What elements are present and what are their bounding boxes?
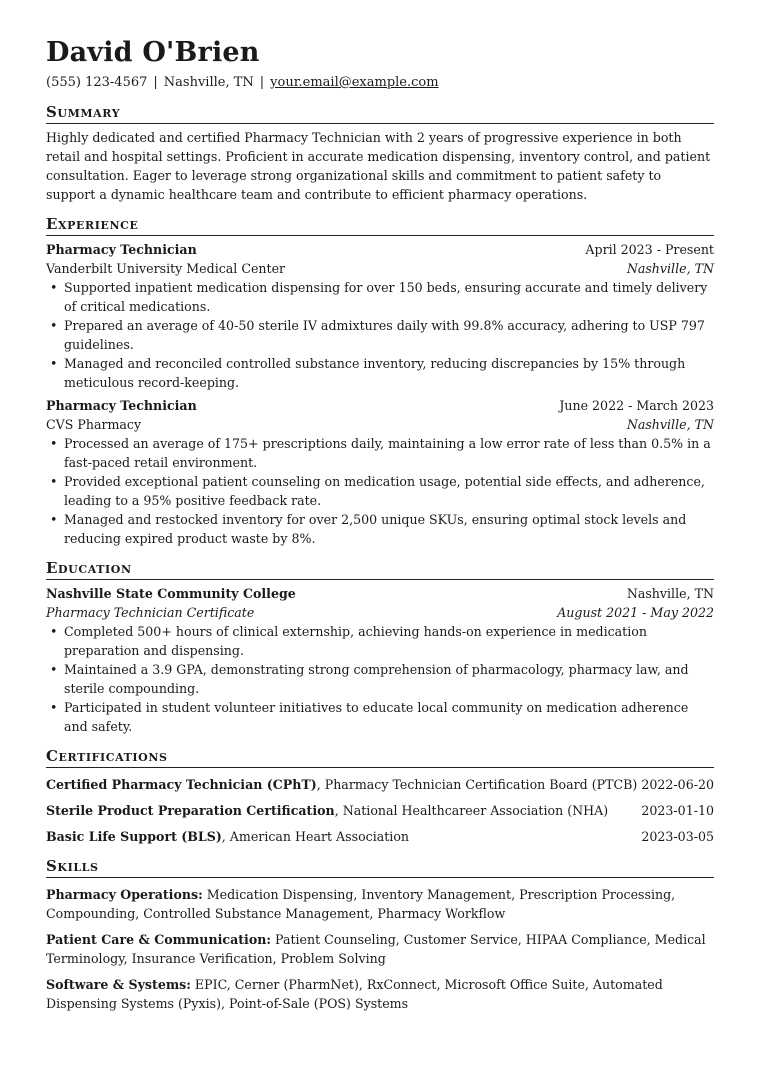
certification-name: Certified Pharmacy Technician (CPhT) xyxy=(46,777,317,792)
job-location: Nashville, TN xyxy=(626,417,714,432)
certification-date: 2023-03-05 xyxy=(641,829,714,844)
skill-group-label: Software & Systems: xyxy=(46,977,191,992)
job-location: Nashville, TN xyxy=(626,261,714,276)
skill-group-label: Patient Care & Communication: xyxy=(46,932,272,947)
employer-name: Vanderbilt University Medical Center xyxy=(46,261,286,276)
certifications-section xyxy=(46,746,714,846)
certification-date: 2023-01-10 xyxy=(641,803,714,818)
bullet-item: • Participated in student volunteer initiatives to educate local community on medication adherence and safety. xyxy=(64,698,714,736)
certification-item xyxy=(46,827,714,846)
bullet-item: • Managed and reconciled controlled substance inventory, reducing discrepancies by 15% through meticulous record-keeping. xyxy=(64,354,714,392)
bullet-item: • Managed and restocked inventory for over 2,500 unique SKUs, ensuring optimal stock levels and reducing expired product waste by 8%. xyxy=(64,510,714,548)
certification-name: Sterile Product Preparation Certification xyxy=(46,803,335,818)
skill-group xyxy=(46,975,714,1013)
certification-issuer: , Pharmacy Technician Certification Board (PTCB) xyxy=(316,777,638,792)
experience-section xyxy=(46,214,714,548)
education-entry xyxy=(46,584,714,736)
separator: | xyxy=(153,75,158,90)
certification-date: 2022-06-20 xyxy=(641,777,714,792)
candidate-name: David O'Brien xyxy=(46,37,260,68)
job-bullets xyxy=(46,434,714,548)
job-title: Pharmacy Technician xyxy=(46,242,197,257)
certification-item xyxy=(46,775,714,794)
bullet-item: • Completed 500+ hours of clinical externship, achieving hands-on experience in medication preparation and dispensing. xyxy=(64,622,714,660)
job-bullets xyxy=(46,278,714,392)
certification-issuer: , National Healthcareer Association (NHA) xyxy=(334,803,609,818)
program-name: Pharmacy Technician Certificate xyxy=(46,605,255,620)
section-heading-certifications: Certifications xyxy=(46,746,714,768)
school-name: Nashville State Community College xyxy=(46,586,296,601)
location: Nashville, TN xyxy=(163,75,254,90)
email-link[interactable]: your.email@example.com xyxy=(270,75,439,90)
bullet-item: • Provided exceptional patient counseling on medication usage, potential side effects, and adherence, leading to a 95% positive feedback rate. xyxy=(64,472,714,510)
bullet-item: • Prepared an average of 40-50 sterile IV admixtures daily with 99.8% accuracy, adhering to USP 797 guidelines. xyxy=(64,316,714,354)
section-heading-education: Education xyxy=(46,558,714,580)
summary-section xyxy=(46,102,714,204)
skill-group-text: Medication Dispensing, Inventory Management, Prescription Processing, Compounding, Controlled Substance Management, Pharmacy Workflow xyxy=(46,887,676,921)
job-title: Pharmacy Technician xyxy=(46,398,197,413)
skills-section xyxy=(46,856,714,1013)
job-dates: April 2023 - Present xyxy=(585,242,714,257)
skill-group xyxy=(46,885,714,923)
school-location: Nashville, TN xyxy=(626,586,714,601)
section-heading-skills: Skills xyxy=(46,856,714,878)
skill-group xyxy=(46,930,714,968)
education-bullets xyxy=(46,622,714,736)
phone-number: (555) 123-4567 xyxy=(46,75,148,90)
bullet-item: • Processed an average of 175+ prescriptions daily, maintaining a low error rate of less than 0.5% in a fast-paced retail environment. xyxy=(64,434,714,472)
skill-group-text: Patient Counseling, Customer Service, HIPAA Compliance, Medical Terminology, Insurance Verification, Problem Solving xyxy=(46,932,706,966)
skill-group-label: Pharmacy Operations: xyxy=(46,887,203,902)
separator: | xyxy=(259,75,265,90)
job-dates: June 2022 - March 2023 xyxy=(559,398,714,413)
bullet-item: • Supported inpatient medication dispensing for over 150 beds, ensuring accurate and timely delivery of critical medications. xyxy=(64,278,714,316)
section-heading-experience: Experience xyxy=(46,214,714,236)
section-heading-summary: Summary xyxy=(46,102,714,124)
summary-text: Highly dedicated and certified Pharmacy Technician with 2 years of progressive experience in both retail and hospital settings. Proficient in accurate medication dispensing, inventory control, and patient consultation. Eager to leverage strong organizational skills and commitment to patient safety to support a dynamic healthcare team and contribute to efficient pharmacy operations. xyxy=(46,130,711,202)
certification-item xyxy=(46,801,714,820)
skill-group-text: EPIC, Cerner (PharmNet), RxConnect, Microsoft Office Suite, Automated Dispensing Systems (Pyxis), Point-of-Sale (POS) Systems xyxy=(46,977,663,1011)
job-entry xyxy=(46,396,714,548)
certification-issuer: , American Heart Association xyxy=(221,829,410,844)
bullet-item: • Maintained a 3.9 GPA, demonstrating strong comprehension of pharmacology, pharmacy law, and sterile compounding. xyxy=(64,660,714,698)
employer-name: CVS Pharmacy xyxy=(46,417,142,432)
education-section xyxy=(46,558,714,736)
job-entry xyxy=(46,240,714,392)
contact-line xyxy=(46,74,714,92)
certification-name: Basic Life Support (BLS) xyxy=(46,829,222,844)
education-dates: August 2021 - May 2022 xyxy=(557,605,714,620)
